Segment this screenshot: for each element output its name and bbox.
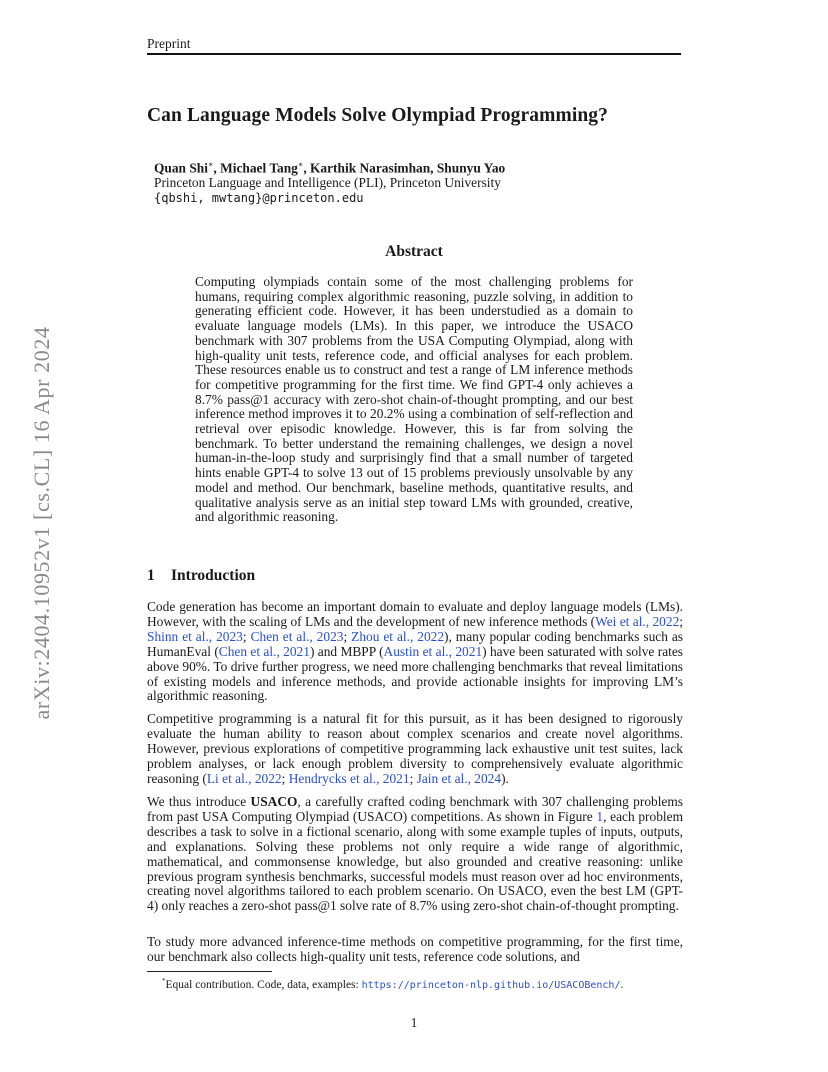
intro-paragraph-2: Competitive programming is a natural fit for this pursuit, as it has been designed to rigorously evaluate the human ability to reason about complex scenarios and create novel algorithms. However, previous explorations of competitive programming lack exhaustive unit test suites, lack problem analyses, or lack enough problem diversity to comprehensively evaluate algorithmic reasoning (Li et al., 2022; Hendrycks et al., 2021; Jain et al., 2024). bbox=[147, 711, 683, 786]
author-2: Michael Tang bbox=[220, 160, 298, 176]
author-email: {qbshi, mwtang}@princeton.edu bbox=[154, 191, 364, 205]
equal-contrib-mark: ∗ bbox=[207, 160, 214, 169]
section-number: 1 bbox=[147, 567, 155, 584]
author-list: Quan Shi∗, Michael Tang∗, Karthik Narasimhan, Shunyu Yao bbox=[154, 160, 506, 176]
citation-link[interactable]: Shinn et al., 2023 bbox=[147, 628, 243, 644]
running-header: Preprint bbox=[147, 36, 191, 51]
intro-paragraph-4: To study more advanced inference-time methods on competitive programming, for the first time, our benchmark also collects high-quality unit tests, reference code solutions, and bbox=[147, 934, 683, 964]
other-authors: , Karthik Narasimhan, Shunyu Yao bbox=[303, 160, 506, 176]
section-heading bbox=[147, 567, 255, 585]
benchmark-name: USACO bbox=[250, 794, 298, 809]
figure-link[interactable]: 1 bbox=[596, 808, 604, 824]
intro-paragraph-3: We thus introduce USACO, a carefully crafted coding benchmark with 307 challenging problems from past USA Computing Olympiad (USACO) competitions. As shown in Figure 1, each problem describes a task to solve in a fictional scenario, along with some example tuples of inputs, outputs, and explanations. Solving these problems not only require a wide range of algorithmic, mathematical, and commonsense knowledge, but also grounded and creative reasoning: unlike previous program synthesis benchmarks, successful models must reason over ad hoc environments, creating novel algorithms tailored to each problem scenario. On USACO, even the best LM (GPT-4) only reaches a zero-shot pass@1 solve rate of 8.7% using zero-shot chain-of-thought prompting. bbox=[147, 794, 683, 914]
author-1: Quan Shi bbox=[154, 160, 208, 176]
citation-link[interactable]: Zhou et al., 2022 bbox=[351, 628, 445, 644]
equal-contrib-mark: ∗ bbox=[297, 160, 304, 169]
section-title: Introduction bbox=[171, 567, 256, 584]
citation-link[interactable]: Jain et al., 2024 bbox=[416, 770, 502, 786]
paper-title: Can Language Models Solve Olympiad Programming? bbox=[147, 105, 608, 126]
footnote-mark: * bbox=[162, 977, 166, 985]
citation-link[interactable]: Wei et al., 2022 bbox=[595, 613, 680, 629]
arxiv-stamp: arXiv:2404.10952v1 [cs.CL] 16 Apr 2024 bbox=[29, 326, 54, 720]
footnote-rule bbox=[147, 971, 272, 972]
citation-link[interactable]: Li et al., 2022 bbox=[206, 770, 282, 786]
citation-link[interactable]: Chen et al., 2021 bbox=[218, 643, 310, 659]
intro-paragraph-1: Code generation has become an important domain to evaluate and deploy language models (LMs). However, with the scaling of LMs and the development of new inference methods (Wei et al., 2022; Shinn et al., 2023; Chen et al., 2023; Zhou et al., 2022), many popular coding benchmarks such as HumanEval (Chen et al., 2021) and MBPP (Austin et al., 2021) have been saturated with solve rates above 90%. To drive further progress, we need more challenging benchmarks that reveal limitations of existing models and inference methods, and provide actionable insights for improving LM’s algorithmic reasoning. bbox=[147, 599, 684, 704]
page-number: 1 bbox=[410, 1015, 418, 1030]
citation-link[interactable]: Austin et al., 2021 bbox=[383, 643, 483, 659]
citation-link[interactable]: Chen et al., 2023 bbox=[250, 628, 344, 644]
footnote: *Equal contribution. Code, data, examples: https://princeton-nlp.github.io/USACOBench/. bbox=[162, 977, 624, 991]
affiliation: Princeton Language and Intelligence (PLI), Princeton University bbox=[154, 175, 501, 190]
project-url-link[interactable]: https://princeton-nlp.github.io/USACOBench/ bbox=[361, 979, 621, 991]
abstract-text: Computing olympiads contain some of the most challenging problems for humans, requiring complex algorithmic reasoning, puzzle solving, in addition to generating efficient code. However, it has been understudied as a domain to evaluate language models (LMs). In this paper, we introduce the USACO benchmark with 307 problems from the USA Computing Olympiad, along with high-quality unit tests, reference code, and official analyses for each problem. These resources enable us to construct and test a range of LM inference methods for competitive programming for the first time. We find GPT-4 only achieves a 8.7% pass@1 accuracy with zero-shot chain-of-thought prompting, and our best inference method improves it to 20.2% using a combination of self-reflection and retrieval over episodic knowledge. However, this is far from solving the benchmark. To better understand the remaining challenges, we design a novel human-in-the-loop study and surprisingly find that a small number of targeted hints enable GPT-4 to solve 13 out of 15 problems previously unsolvable by any model and method. Our benchmark, baseline methods, quantitative results, and qualitative analysis serve as an initial step toward LMs with grounded, creative, and algorithmic reasoning. bbox=[195, 274, 633, 525]
abstract-heading: Abstract bbox=[385, 243, 443, 260]
citation-link[interactable]: Hendrycks et al., 2021 bbox=[288, 770, 410, 786]
header-rule bbox=[147, 53, 681, 55]
